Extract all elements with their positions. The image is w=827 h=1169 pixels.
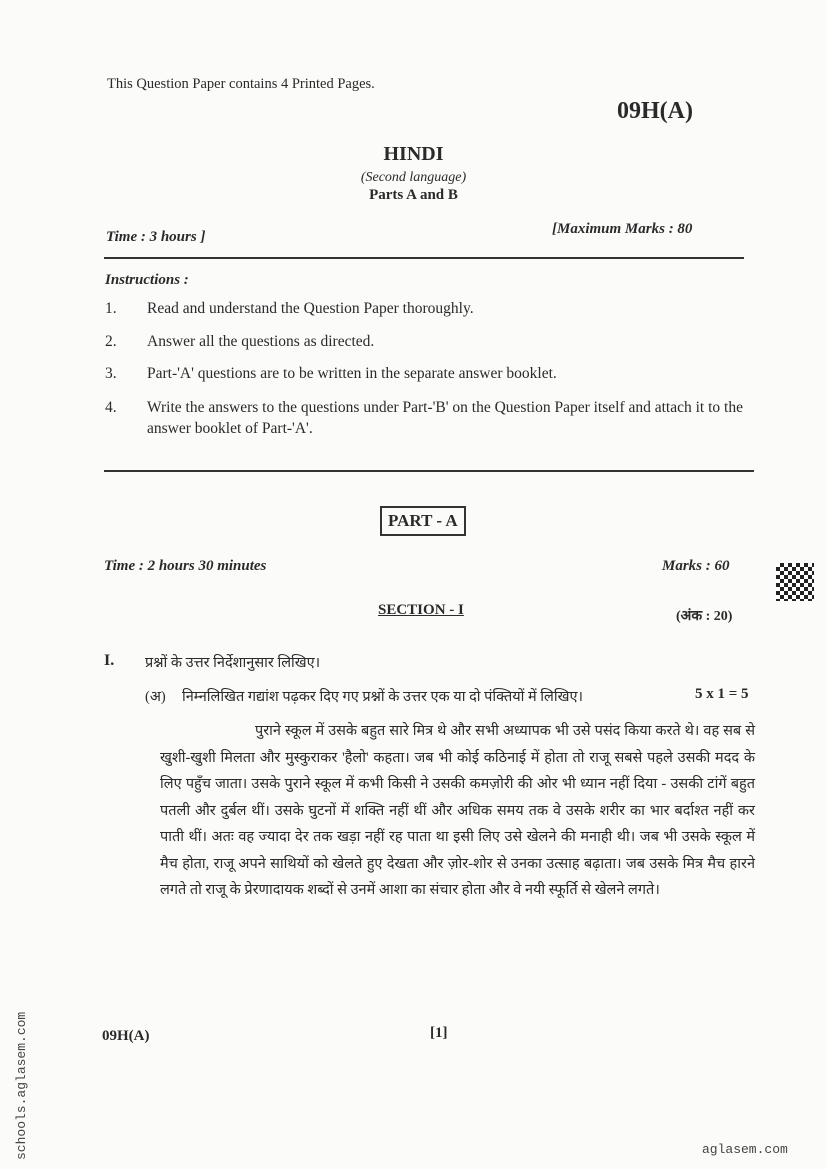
footer-code: 09H(A) bbox=[102, 1028, 150, 1044]
section-marks: (अंक : 20) bbox=[676, 609, 733, 624]
instruction-item: 1. Read and understand the Question Paper thoroughly. bbox=[105, 300, 474, 317]
paper-code: 09H(A) bbox=[617, 98, 693, 124]
instruction-item: 3. Part-'A' questions are to be written in the separate answer booklet. bbox=[105, 365, 557, 382]
qr-code bbox=[776, 563, 814, 601]
passage: पुराने स्कूल में उसके बहुत सारे मित्र थे और सभी अध्यापक भी उसे पसंद किया करते थे। वह सब से खुशी-खुशी मिलता और मुस्कुराकर 'हैलो' कहता। जब भी कोई कठिनाई में होता तो राजू सबसे पहले उसकी मदद के लिए पहुँच जाता। उसके पुराने स्कूल में कभी किसी ने उसकी कमज़ोरी की ओर भी ध्यान नहीं दिया - उसकी टांगें बहुत पतली और दुर्बल थीं। उसके घुटनों में शक्ति नहीं थीं और अधिक समय तक वे उसके शरीर का भार बर्दाश्त नहीं कर पाती थीं। अतः वह ज्यादा देर तक खड़ा नहीं रह पाता था इसी लिए उसे खेलने की मनाही थी। जब भी उसके स्कूल में मैच होता, राजू अपने साथियों को खेलते हुए देखता और ज़ोर-शोर से उनका उत्साह बढ़ाता। जब उसके मित्र मैच हारने लगते तो राजू के प्रेरणादायक शब्दों से उनमें आशा का संचार होता और वे नयी स्फूर्ति से खेलने लगते। bbox=[160, 723, 755, 898]
question-number: I. bbox=[104, 652, 115, 669]
part-a-time: Time : 2 hours 30 minutes bbox=[104, 558, 267, 574]
sub-question-label: (अ) bbox=[145, 689, 166, 705]
part-a-heading: PART - A bbox=[380, 506, 466, 536]
maximum-marks: [Maximum Marks : 80 bbox=[552, 221, 693, 237]
total-time: Time : 3 hours ] bbox=[106, 229, 206, 245]
parts-label: Parts A and B bbox=[369, 187, 458, 203]
subject-subtitle: (Second language) bbox=[360, 170, 467, 185]
instructions-title: Instructions : bbox=[105, 272, 189, 288]
instruction-item: 2. Answer all the questions as directed. bbox=[105, 333, 375, 350]
section-heading: SECTION - I bbox=[378, 602, 464, 618]
subject-title: HINDI bbox=[383, 143, 444, 165]
divider bbox=[104, 257, 744, 259]
instruction-item: 4. Write the answers to the questions under Part-'B' on the Question Paper itself and attach it to the answer booklet of Part-'A'. bbox=[105, 399, 743, 437]
divider bbox=[104, 470, 754, 472]
side-watermark: schools.aglasem.com bbox=[14, 1011, 29, 1160]
part-a-marks: Marks : 60 bbox=[662, 558, 730, 574]
bottom-watermark: aglasem.com bbox=[702, 1142, 788, 1157]
sub-question-text: निम्नलिखित गद्यांश पढ़कर दिए गए प्रश्नों के उत्तर एक या दो पंक्तियों में लिखिए। bbox=[182, 689, 584, 705]
printed-pages-note: This Question Paper contains 4 Printed Pages. bbox=[107, 76, 375, 92]
question-instruction: प्रश्नों के उत्तर निर्देशानुसार लिखिए। bbox=[145, 655, 321, 671]
sub-question-marks: 5 x 1 = 5 bbox=[695, 686, 749, 702]
page-number: [1] bbox=[430, 1025, 448, 1041]
